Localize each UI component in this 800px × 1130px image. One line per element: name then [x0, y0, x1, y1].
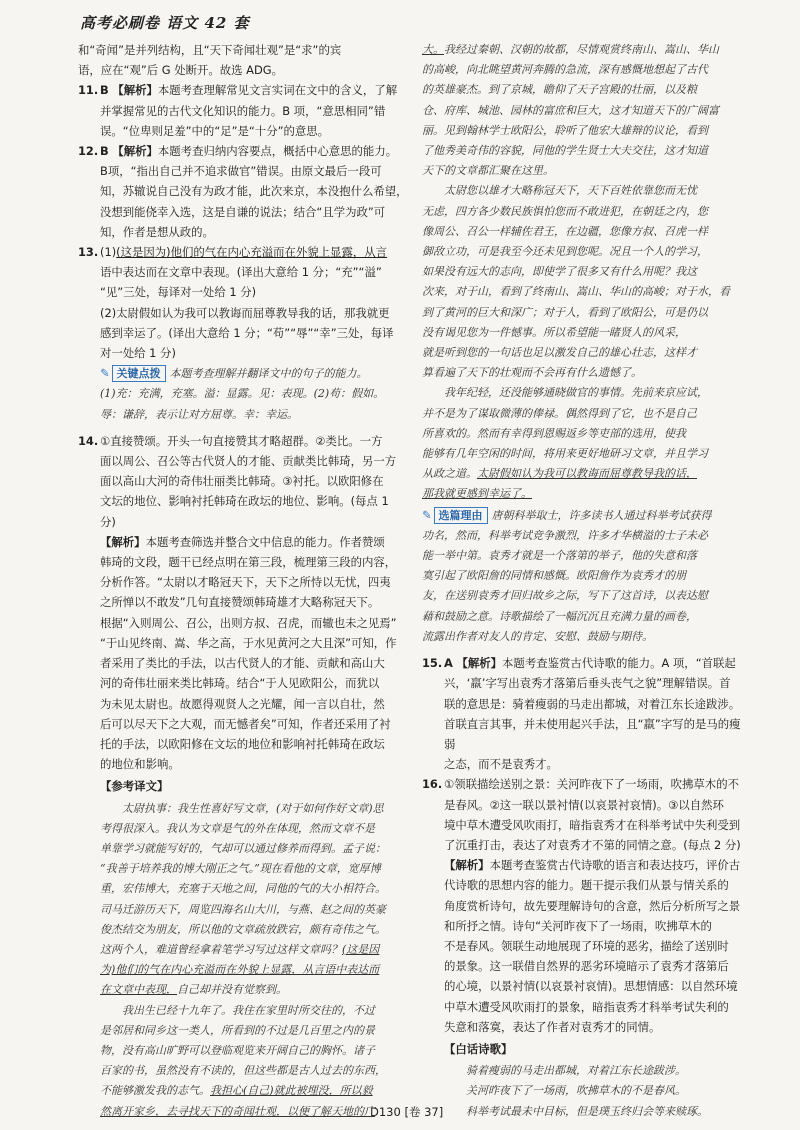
text-line: 境中草木遭受风吹雨打，暗指袁秀才在科举考试中失利受到	[444, 817, 741, 832]
analysis-tag: 【解析】	[100, 534, 146, 549]
text-line: 韩琦的文段，题干已经点明在第三段，梳理第三段的内容，	[100, 555, 397, 570]
text-line: 失意和落寞，表达了作者对袁秀才的同情。	[444, 1019, 661, 1034]
text-line: ①领联描绘送别之景：关河昨夜下了一场雨，吹拂草木的不	[444, 777, 739, 792]
text-line: (这是因为)他们的气在内心充溢而在外貌上显露，从言	[116, 245, 388, 260]
text-line: 辱：谦辞，表示让对方屈尊。幸：幸运。	[100, 407, 298, 421]
text-line: 御敌立功，可是我至今还未见到您呢。况且一个人的学习，	[422, 245, 708, 259]
text-line: 面以周公、召公等古代贤人的才能、贡献类比韩琦，另一方	[100, 454, 397, 469]
text-line: “于山见终南、嵩、华之高，于水见黄河之大且深”可知，作	[100, 635, 397, 650]
text-line: 然离开家乡，去寻找天下的奇闻壮观，以便了解天地的广	[100, 1104, 375, 1118]
text-line: 的地位和影响。	[100, 757, 180, 772]
text-line: 能一举中第。袁秀才就是一个落第的举子，他的失意和落	[422, 549, 697, 563]
text-line: 知，作者是想从政的。	[100, 224, 214, 239]
text-line: 唐朝科举取士，许多读书人通过科举考试获得	[491, 508, 712, 522]
text-line: 的心境，以景衬情(以哀景衬哀情)。思想情感：以自然环境	[444, 979, 738, 994]
question-number: 13.	[78, 245, 99, 260]
text-line: 本题考查鉴赏古代诗歌的能力。A 项，“首联起	[502, 656, 736, 671]
text-line: 算看遍了天下的壮观而不会再有什么遗憾了。	[422, 366, 642, 380]
question-number: 15.	[422, 656, 443, 671]
analysis-tag: 【解析】	[112, 83, 158, 98]
text-line: 是邻居和同乡这一类人，所看到的不过是几百里之内的景	[100, 1023, 375, 1037]
text-line: 没有谒见您为一件憾事。所以希望能一睹贤人的风采，	[422, 325, 686, 339]
text-line: 那我就更感到幸运了。	[422, 487, 532, 501]
text-line: 兴，‘羸’字写出袁秀才落第后垂头丧气之貌”理解错误。首	[444, 676, 731, 691]
text-line: 不能够激发我的志气。	[100, 1084, 210, 1098]
vernacular-poem	[422, 1039, 744, 1122]
text-line: 自己却并没有觉察到。	[177, 983, 287, 997]
text-line: 骑着瘦弱的马走出都城，对着江东长途跋涉。	[466, 1064, 686, 1078]
text-line: 本题考查归纳内容要点，概括中心意思的能力。	[157, 144, 398, 159]
text-line: 藉和鼓励之意。诗歌描绘了一幅沉沉且充满力量的画卷，	[422, 609, 697, 623]
text-line: 河的奇伟壮丽来类比韩琦。结合“于人见欧阳公，而犹以	[100, 676, 380, 691]
text-line: 太尉执事：我生性喜好写文章，(对于如何作好文章)思	[122, 801, 384, 815]
text-line: 了沉重打击，表达了对袁秀才不第的同情之意。(每点 2 分)	[444, 837, 741, 852]
text-line: 友，在送别袁秀才回归故乡之际，写下了这首诗，以表达慰	[422, 589, 708, 603]
text-line: 并掌握常见的古代文化知识的能力。B 项，“意思相同”错	[100, 103, 386, 118]
reference-translation-cont	[422, 40, 744, 505]
text-line: 我担心(自己)就此被埋没，所以毅	[210, 1084, 373, 1098]
text-line: 之所惮以不敢发”几句直接赞颂韩琦雄才大略称冠天下。	[100, 595, 380, 610]
text-line: 和所抒之情。诗句“关河昨夜下了一场雨，吹拂草木的	[444, 918, 712, 933]
text-line: 不是春风。领联生动地展现了环境的恶劣，描绘了送别时	[444, 938, 729, 953]
text-line: 单靠学习就能写好的，气却可以通过修养而得到。孟子说：	[100, 841, 386, 855]
answer: A	[444, 656, 453, 671]
text-line: 者采用了类比的手法，以古代贤人的才能、贡献和高山大	[100, 656, 385, 671]
text-line: 并不是为了谋取微薄的俸禄。偶然得到了它，也不是自己	[422, 406, 697, 420]
question-15	[422, 653, 744, 774]
text-line: 语，应在“观”后 G 处断开。故选 ADG。	[78, 63, 283, 78]
section-heading: 【白话诗歌】	[444, 1041, 513, 1056]
page-header: 高考必刷卷 语文 42 套	[80, 14, 250, 32]
text-line: 流露出作者对友人的肯定、安慰、鼓励与期待。	[422, 629, 653, 643]
text-line: 为未见太尉也。故愿得观贤人之光耀，闻一言以自壮，然	[100, 696, 385, 711]
question-number: 11.	[78, 83, 99, 98]
text-line: 之态，而不是袁秀才。	[444, 757, 558, 772]
text-line: 考得很深入。我认为文章是气的外在体现，然而文章不是	[100, 821, 375, 835]
text-line: 我出生已经十九年了。我住在家里时所交往的，不过	[122, 1003, 375, 1017]
text-line: B项，“指出自己并不追求做官”错误。由原文最后一段可	[100, 164, 382, 179]
text-line: (1)充：充满，充塞。溢：显露。见：表现。(2)苟：假如。	[100, 387, 385, 401]
text-line: 我经过秦朝、汉朝的故都，尽情观赏终南山、嵩山、华山	[444, 43, 719, 56]
text-line: 根据“入则周公、召公，出则方叔、召虎，而辙也未之见焉”	[100, 615, 397, 630]
text-line: 误。“位卑则足羞”中的“足”是“十分”的意思。	[100, 123, 330, 138]
pen-icon: ✎	[100, 366, 110, 381]
text-line: 如果没有远大的志向，即使学了很多又有什么用呢？我这	[422, 265, 697, 279]
text-line: 的英雄豪杰。到了京城，瞻仰了天子宫殿的壮丽，以及粮	[422, 83, 697, 97]
text-line: 感到幸运了。(译出大意给 1 分；“苟”“辱”“幸”三处，每译	[100, 325, 394, 340]
answer: B	[100, 144, 109, 159]
text-line: 文坛的地位、影响衬托韩琦在政坛的地位、影响。(每点 1 分)	[100, 494, 389, 529]
answer: B	[100, 83, 109, 98]
text-line: (这是因	[342, 942, 380, 956]
text-line: 和“奇闻”是并列结构，且“天下奇闻壮观”是“求”的宾	[78, 43, 342, 57]
text-line: 本题考查鉴赏古代诗歌的语言和表达技巧，评价古	[489, 858, 741, 873]
text-line: 关河昨夜下了一场雨，吹拂草木的不是春风。	[466, 1084, 686, 1098]
reference-translation	[78, 776, 408, 1121]
analysis-tag: 【解析】	[456, 656, 503, 671]
question-13	[78, 242, 408, 363]
selection-reason-label: 选篇理由	[434, 507, 488, 524]
text-line: 寞引起了欧阳詹的同情和感慨。欧阳詹作为袁秀才的朋	[422, 569, 686, 583]
text-line: 语中表达而在文章中表现。(译出大意给 1 分；“充”“溢”	[100, 265, 382, 280]
text-line: 对一处给 1 分)	[100, 346, 176, 361]
question-number: 16.	[422, 777, 443, 792]
text-line: 后可以尽天下之大观，而无憾者矣”可知，作者还采用了衬	[100, 716, 391, 731]
question-12	[78, 141, 408, 242]
text-line: 所喜欢的。然而有幸得到恩赐返乡等吏部的选用，使我	[422, 426, 686, 440]
text-line: 仓、府库、城池、园林的富庶和巨大，这才知道天下的广阔富	[422, 103, 719, 117]
text-line: 到了黄河的巨大和深广；对于人，看到了欧阳公，可是仍以	[422, 305, 708, 319]
text-line: 功名，然而，科举考试竞争激烈，许多才华横溢的士子未必	[422, 528, 708, 542]
pen-icon: ✎	[422, 507, 432, 522]
text-line: 百家的书，虽然没有不读的，但这些都是古人过去的东西，	[100, 1064, 386, 1078]
text-line: 丽。见到翰林学士欧阳公，聆听了他宏大雄辩的议论，看到	[422, 123, 708, 137]
text-line: 次来，对于山，看到了终南山、嵩山、华山的高峻；对于水，看	[422, 285, 730, 299]
text-line: “我善于培养我的博大刚正之气。”现在看他的文章，宽厚博	[100, 862, 381, 876]
text-line: 托的手法，以欧阳修在文坛的地位和影响衬托韩琦在政坛	[100, 736, 385, 751]
text-line: 本题考查筛选并整合文中信息的能力。作者赞颂	[145, 534, 385, 549]
left-column	[78, 40, 408, 1122]
text-line: 太尉您以雄才大略称冠天下，天下百姓依靠您而无忧	[444, 184, 697, 198]
text-line: 没想到能侥幸入选，这是自谦的说法；结合“且学为政”可	[100, 204, 386, 219]
text-line: 在文章中表现，	[100, 983, 177, 997]
text-line: 本题考查理解常见文言实词在文中的含义，了解	[157, 83, 398, 98]
text-line: 能够有几年空闲的时间，将用来更好地研习文章，并且学习	[422, 447, 708, 461]
text-line: 知，苏辙说自己没有为政才能，此次来京，本没抱什么希望，	[100, 184, 408, 199]
text-line: 司马迁游历天下，周览四海名山大川，与燕、赵之间的英豪	[100, 902, 386, 916]
text-line: 天下的文章都汇聚在这里。	[422, 164, 554, 178]
analysis-tag: 【解析】	[112, 144, 158, 159]
text-line: 无虑，四方各少数民族惧怕您而不敢进犯，在朝廷之内，您	[422, 204, 708, 218]
text-line: 是春风。②这一联以景衬情(以哀景衬哀情)。③以自然环	[444, 797, 724, 812]
key-tip-label: 关键点拨	[112, 365, 166, 382]
text-line: 就是听到您的一句话也足以激发自己的雄心壮志，这样才	[422, 346, 697, 360]
text-line: 代诗歌的思想内容的能力。题干提示我们从景与情关系的	[444, 878, 729, 893]
page-number: D130 [卷 37]	[370, 1105, 444, 1119]
text-line: 俊杰结交为朋友，所以他的文章疏放跌宕，颇有奇伟之气。	[100, 922, 386, 936]
text-line: 像周公、召公一样辅佐君王，在边疆，您像方叔、召虎一样	[422, 224, 708, 238]
text-line: “见”三处，每译对一处给 1 分)	[100, 285, 257, 300]
question-11	[78, 80, 408, 141]
text-line: 角度赏析诗句，故先要理解诗句的含意，然后分析所写之景	[444, 898, 741, 913]
text-line: 中草木遭受风吹雨打的景象，暗指袁秀才科举考试失利的	[444, 999, 729, 1014]
text-line: 分析作答。“太尉以才略冠天下，天下之所恃以无忧，四夷	[100, 575, 391, 590]
text-line: 我年纪轻，还没能够通晓做官的事情。先前来京应试，	[444, 386, 708, 400]
text-line: 重，宏伟博大，充塞于天地之间，同他的气的大小相符合。	[100, 882, 386, 896]
text-line: 从政之道。	[422, 467, 477, 481]
text-line: 为)他们的气在内心充溢而在外貌上显露，从言语中表达而	[100, 963, 380, 977]
text-line: 面以高山大河的奇伟壮丽类比韩琦。③衬托。以欧阳修在	[100, 474, 384, 489]
question-14	[78, 431, 408, 774]
text-line: ①直接赞颂。开头一句直接赞其才略超群。②类比。一方	[100, 433, 383, 448]
selection-reason	[422, 505, 744, 647]
question-number: 14.	[78, 433, 99, 448]
analysis-tag: 【解析】	[444, 858, 490, 873]
text-line: (1)	[100, 245, 117, 260]
right-column	[422, 40, 744, 1122]
text-line: 太尉假如认为我可以教诲而屈尊教导我的话，	[477, 467, 697, 481]
text-line: 本题考查理解并翻译文中的句子的能力。	[169, 367, 368, 381]
key-tip	[78, 363, 408, 425]
text-line: 这两个人，难道曾经拿着笔学习写过这样文章吗？	[100, 942, 342, 956]
text-line: 了他秀美奇伟的容貌，同他的学生贤士大夫交往，这才知道	[422, 144, 708, 158]
text-line: 的高峻，向北眺望黄河奔腾的急流，深有感慨地想起了古代	[422, 63, 708, 77]
text-line: 联的意思是：骑着瘦弱的马走出都城，对着江东长途跋涉。	[444, 696, 741, 711]
text-line: 物，没有高山旷野可以登临观览来开阔自己的胸怀。诸子	[100, 1043, 375, 1057]
text-line: (2)太尉假如认为我可以教诲而屈尊教导我的话，那我就更	[100, 305, 390, 320]
text-line: 大。	[422, 43, 444, 56]
text-line: 的景象。这一联借自然界的恶劣环境暗示了袁秀才落第后	[444, 959, 729, 974]
question-number: 12.	[78, 144, 99, 159]
section-heading: 【参考译文】	[100, 779, 169, 794]
text-line: 首联直言其事，并未使用起兴手法，且“羸”字写的是马的瘦弱	[444, 716, 741, 751]
question-16	[422, 774, 744, 1037]
text-line: 科举考试最未中目标，但是璞玉终归会等来赎琢。	[466, 1104, 708, 1118]
